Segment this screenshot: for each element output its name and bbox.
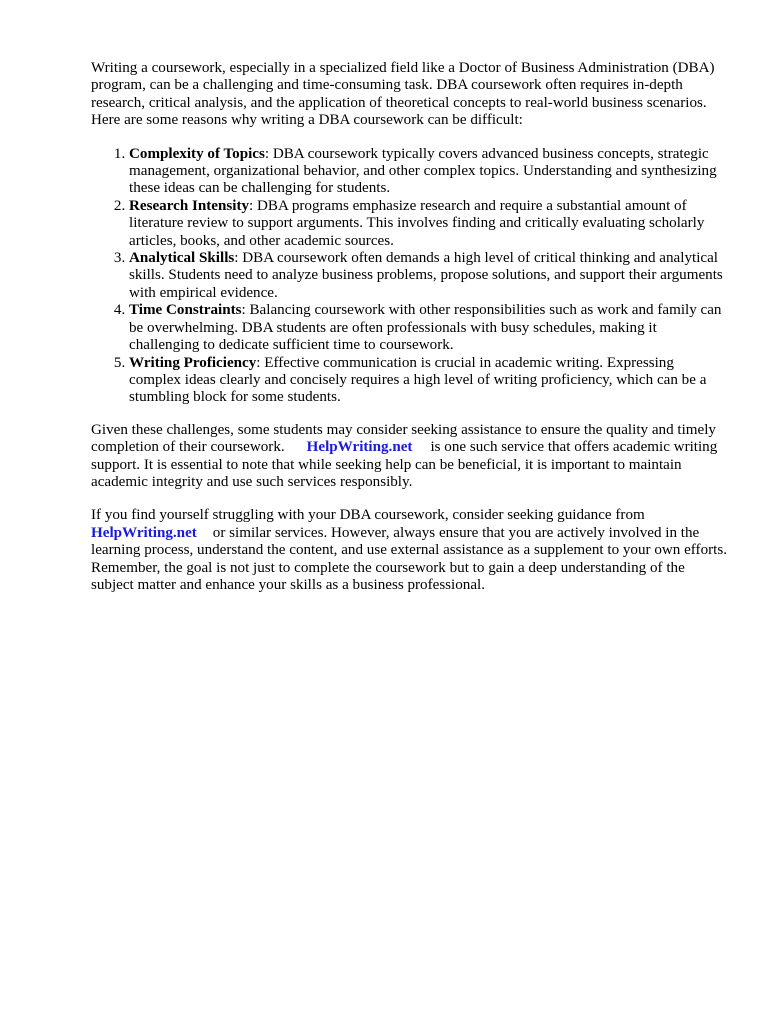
assistance-text-after: is one such service that offers academic writing support. It is essential to note that while seeking help can be beneficial, it is important to maintain academic integrity and use such services responsibly. bbox=[91, 439, 718, 490]
reason-term: Research Intensity bbox=[129, 197, 250, 214]
reason-term: Complexity of Topics bbox=[129, 145, 265, 162]
list-item bbox=[129, 250, 727, 302]
reason-text: DBA coursework often demands a high level of critical thinking and analytical skills. Students need to analyze business problems, propose solutions, and support their arguments with empirical evidence. bbox=[129, 250, 723, 301]
reason-term: Time Constraints bbox=[129, 302, 242, 319]
assistance-paragraph bbox=[91, 422, 727, 492]
reason-text: DBA programs emphasize research and require a substantial amount of literature review to support arguments. This involves finding and critically evaluating scholarly articles, books, and other academic sources. bbox=[129, 197, 705, 249]
reason-separator: : bbox=[234, 250, 239, 267]
list-item bbox=[129, 198, 727, 250]
reason-term: Writing Proficiency bbox=[129, 354, 257, 371]
document-page bbox=[91, 60, 727, 610]
guidance-text-before: If you find yourself struggling with your DBA coursework, consider seeking guidance from bbox=[91, 507, 645, 524]
reasons-list bbox=[91, 146, 727, 407]
helpwriting-link[interactable]: HelpWriting.net bbox=[91, 524, 197, 541]
reason-text: Balancing coursework with other responsibilities such as work and family can be overwhelming. DBA students are often professionals with busy schedules, making it challenging to dedicate sufficient time to coursework. bbox=[129, 302, 722, 354]
reason-separator: : bbox=[249, 197, 254, 214]
list-item bbox=[129, 146, 727, 198]
reason-separator: : bbox=[241, 302, 246, 319]
reason-separator: : bbox=[256, 354, 261, 371]
reason-separator: : bbox=[264, 145, 270, 162]
reason-text: Effective communication is crucial in academic writing. Expressing complex ideas clearly and concisely requires a high level of writing proficiency, which can be a stumbling block for some students. bbox=[129, 354, 707, 406]
assistance-text-before: Given these challenges, some students may consider seeking assistance to ensure the quality and timely completion of their coursework. bbox=[91, 421, 716, 456]
reason-text: DBA coursework typically covers advanced business concepts, strategic management, organizational behavior, and other complex topics. Understanding and synthesizing these ideas can be challenging for students. bbox=[129, 145, 717, 197]
helpwriting-link[interactable]: HelpWriting.net bbox=[306, 439, 413, 456]
intro-paragraph: Writing a coursework, especially in a specialized field like a Doctor of Business Administration (DBA) program, can be a challenging and time-consuming task. DBA coursework often requires in-depth research, critical analysis, and the application of theoretical concepts to real-world business scenarios. Here are some reasons why writing a DBA coursework can be difficult: bbox=[91, 60, 715, 129]
guidance-paragraph bbox=[91, 507, 727, 594]
list-item bbox=[129, 355, 727, 407]
list-item bbox=[129, 302, 727, 354]
reason-term: Analytical Skills bbox=[129, 250, 235, 267]
guidance-text-after: or similar services. However, always ensure that you are actively involved in the learning process, understand the content, and use external assistance as a supplement to your own efforts. Remember, the goal is not just to complete the coursework but to gain a deep understanding of the subject matter and enhance your skills as a business professional. bbox=[91, 524, 727, 593]
